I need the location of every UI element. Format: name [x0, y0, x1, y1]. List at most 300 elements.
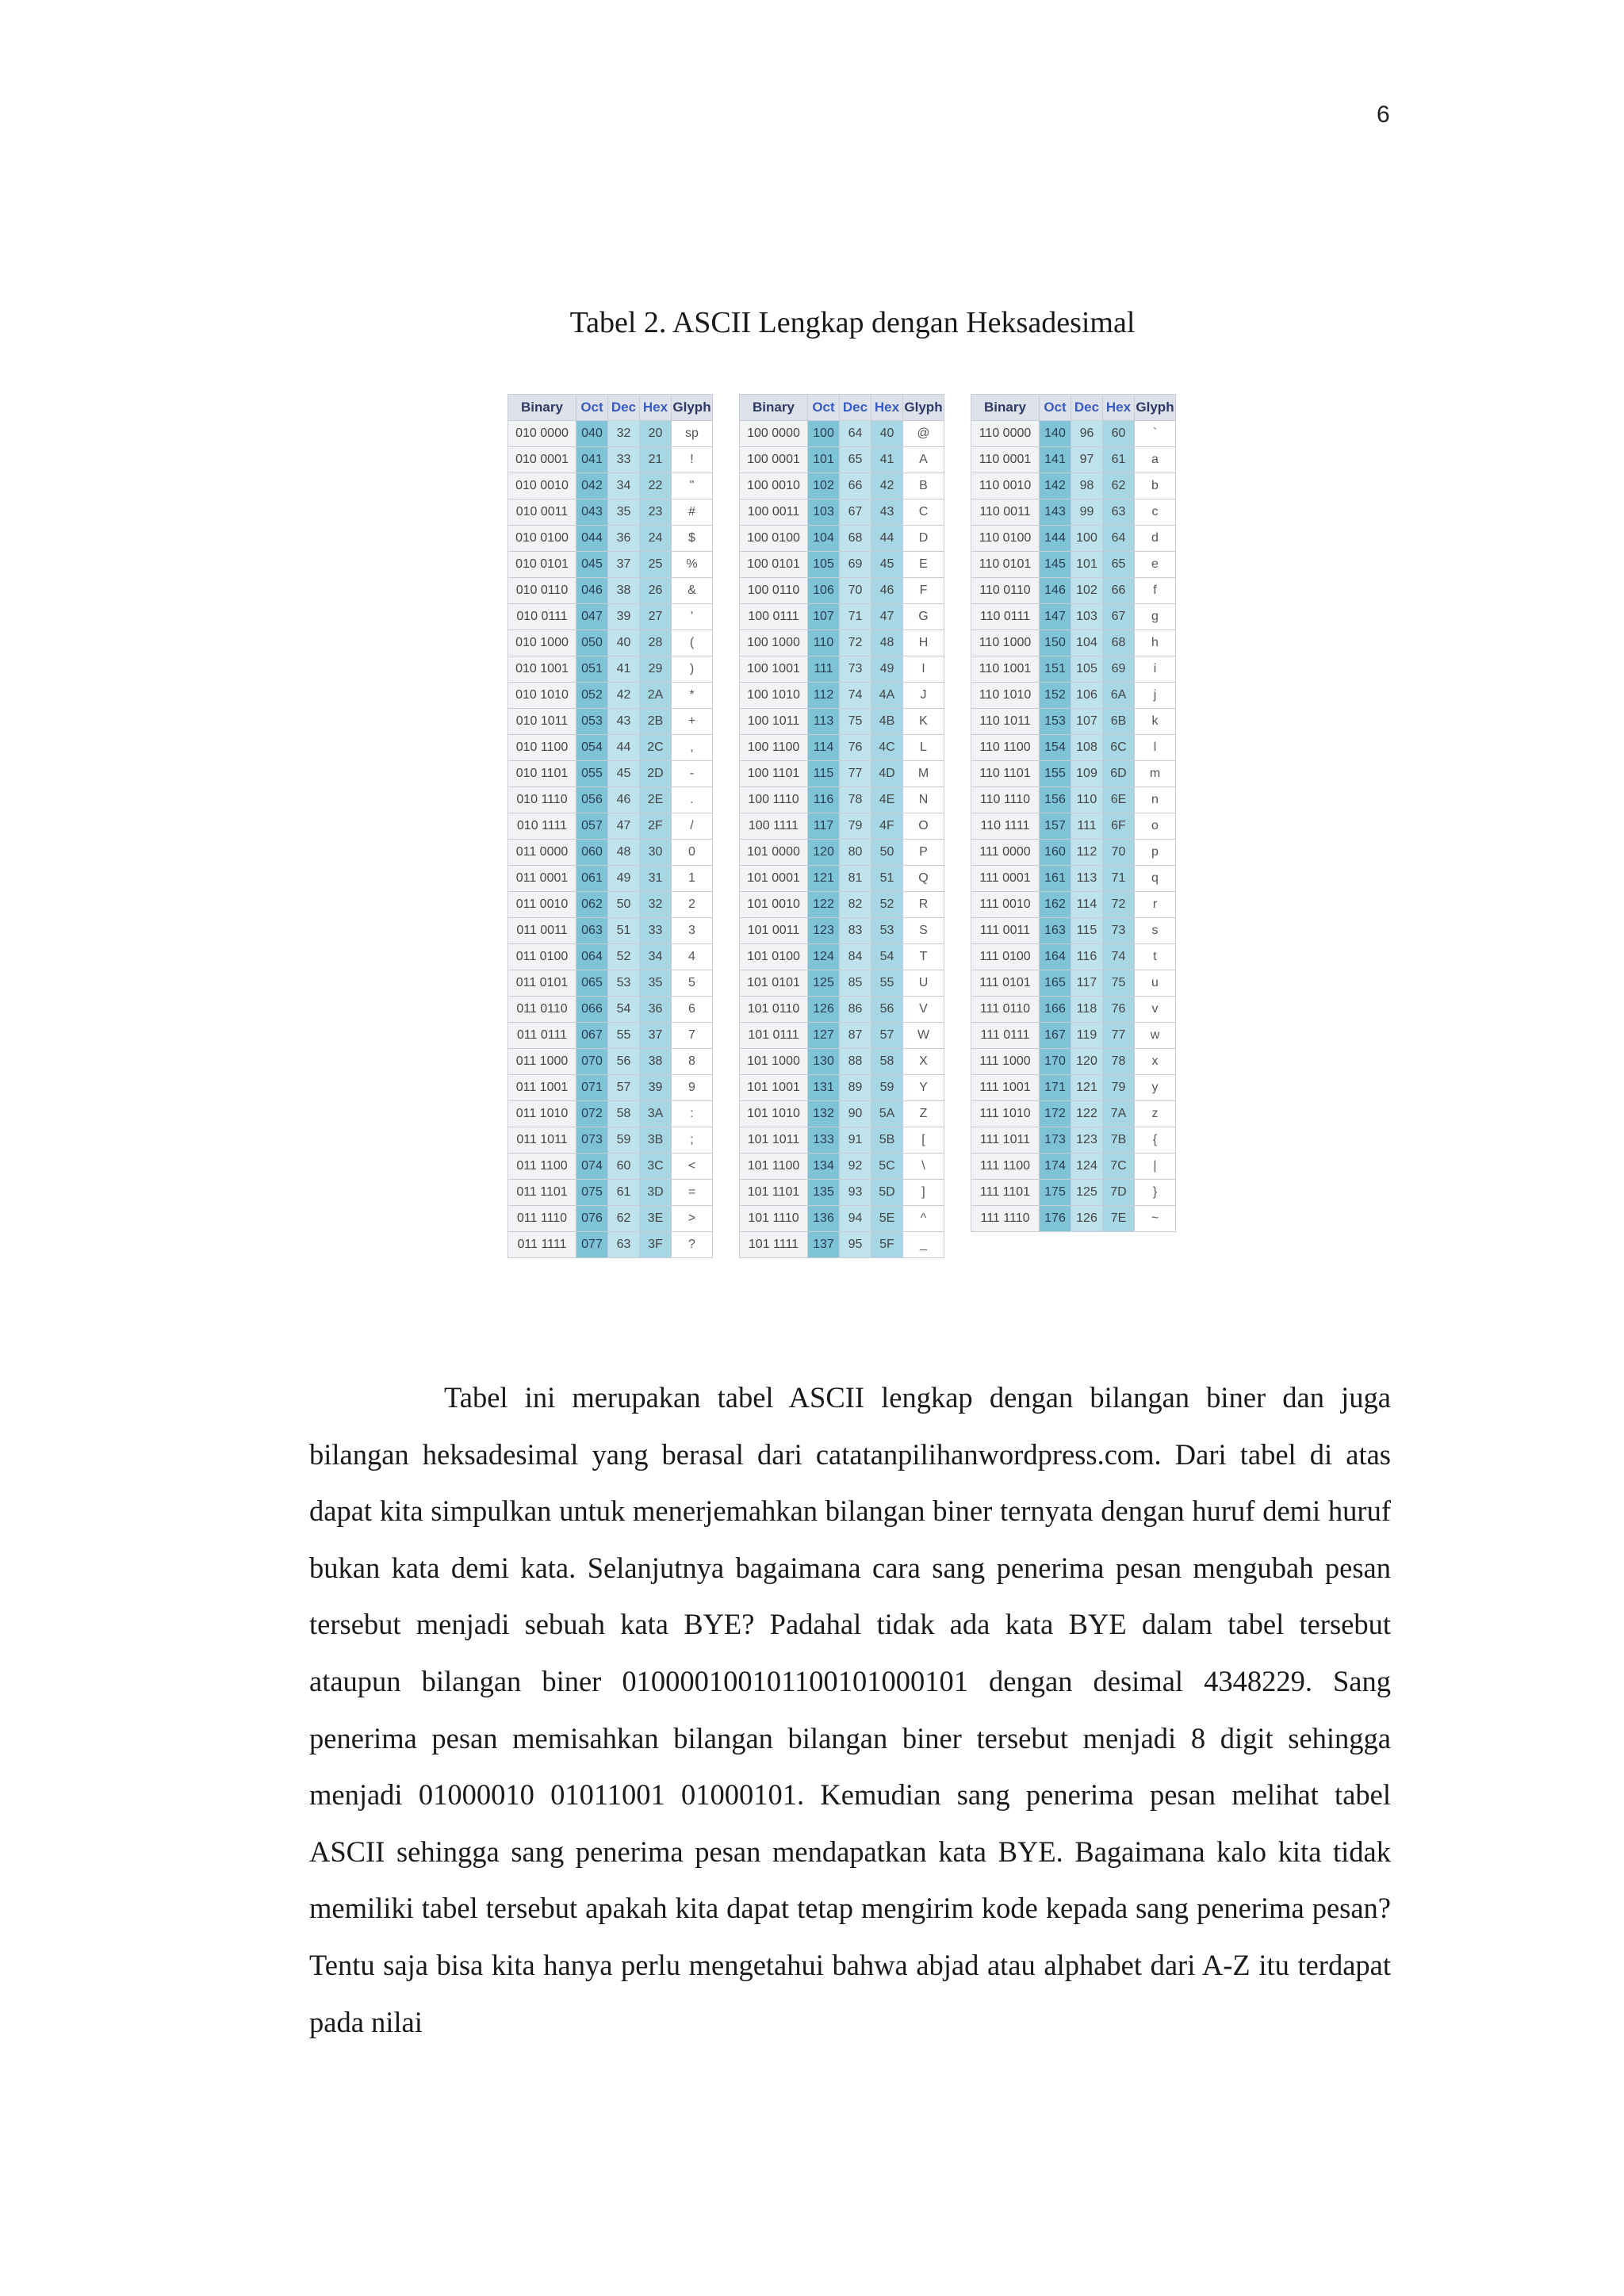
cell-hex: 21: [640, 447, 672, 473]
cell-gly: .: [672, 787, 713, 813]
cell-hex: 37: [640, 1023, 672, 1049]
table-row: [740, 1154, 944, 1180]
paragraph-text: Tabel ini merupakan tabel ASCII lengkap dengan bilangan biner dan juga bilangan heksadesimal yang berasal dari catatanpilihanwordpress.com. Dari tabel di atas dapat kita simpulkan untuk menerjemahkan bilangan biner ternyata dengan huruf demi huruf bukan kata demi kata. Selanjutnya bagaimana cara sang penerima pesan mengubah pesan tersebut menjadi sebuah kata BYE? Padahal tidak ada kata BYE dalam tabel tersebut ataupun bilangan biner 010000100101100101000101 dengan desimal 4348229. Sang penerima pesan memisahkan bilangan bilangan biner tersebut menjadi 8 digit sehingga menjadi 01000010 01011001 01000101. Kemudian sang penerima pesan melihat tabel ASCII sehingga sang penerima pesan mendapatkan kata BYE. Bagaimana kalo kita tidak memiliki tabel tersebut apakah kita dapat tetap mengirim kode kepada sang penerima pesan? Tentu saja bisa kita hanya perlu mengetahui bahwa abjad atau alphabet dari A-Z itu terdapat pada nilai: [309, 1381, 1391, 2038]
table-row: [971, 1101, 1176, 1127]
cell-oct: 052: [576, 683, 608, 709]
cell-gly: 1: [672, 866, 713, 892]
cell-gly: k: [1135, 709, 1176, 735]
cell-gly: %: [672, 552, 713, 578]
table-row: [740, 997, 944, 1023]
table-row: [740, 709, 944, 735]
cell-bin: 111 0111: [971, 1023, 1040, 1049]
cell-hex: 30: [640, 840, 672, 866]
cell-bin: 011 1111: [508, 1232, 576, 1258]
cell-hex: 3B: [640, 1127, 672, 1154]
cell-oct: 163: [1040, 918, 1071, 944]
table-row: [971, 552, 1176, 578]
cell-hex: 61: [1103, 447, 1135, 473]
cell-hex: 78: [1103, 1049, 1135, 1075]
cell-gly: y: [1135, 1075, 1176, 1101]
cell-dec: 98: [1071, 473, 1103, 499]
cell-bin: 010 1011: [508, 709, 576, 735]
cell-bin: 111 0100: [971, 944, 1040, 970]
table-row: [971, 761, 1176, 787]
cell-gly: D: [903, 526, 944, 552]
table-row: [508, 866, 713, 892]
cell-gly: g: [1135, 604, 1176, 630]
cell-gly: &: [672, 578, 713, 604]
cell-dec: 114: [1071, 892, 1103, 918]
table-row: [508, 473, 713, 499]
cell-dec: 39: [608, 604, 640, 630]
cell-oct: 103: [808, 499, 840, 526]
table-row: [971, 787, 1176, 813]
cell-hex: 3F: [640, 1232, 672, 1258]
cell-hex: 59: [871, 1075, 903, 1101]
cell-bin: 010 1110: [508, 787, 576, 813]
cell-hex: 56: [871, 997, 903, 1023]
cell-hex: 3C: [640, 1154, 672, 1180]
cell-oct: 146: [1040, 578, 1071, 604]
cell-bin: 100 1111: [740, 813, 808, 840]
cell-hex: 44: [871, 526, 903, 552]
cell-hex: 42: [871, 473, 903, 499]
cell-gly: 5: [672, 970, 713, 997]
cell-gly: +: [672, 709, 713, 735]
cell-hex: 6D: [1103, 761, 1135, 787]
cell-hex: 2D: [640, 761, 672, 787]
cell-oct: 121: [808, 866, 840, 892]
cell-hex: 62: [1103, 473, 1135, 499]
cell-hex: 45: [871, 552, 903, 578]
table-row: [971, 604, 1176, 630]
cell-dec: 38: [608, 578, 640, 604]
cell-bin: 010 0101: [508, 552, 576, 578]
cell-hex: 51: [871, 866, 903, 892]
cell-oct: 145: [1040, 552, 1071, 578]
cell-gly: C: [903, 499, 944, 526]
cell-dec: 115: [1071, 918, 1103, 944]
table-row: [740, 473, 944, 499]
cell-hex: 5B: [871, 1127, 903, 1154]
cell-hex: 65: [1103, 552, 1135, 578]
cell-dec: 104: [1071, 630, 1103, 656]
cell-hex: 2B: [640, 709, 672, 735]
cell-gly: f: [1135, 578, 1176, 604]
cell-oct: 053: [576, 709, 608, 735]
table-row: [740, 552, 944, 578]
body-paragraph: [309, 1369, 1391, 2050]
table-row: [508, 1127, 713, 1154]
cell-oct: 136: [808, 1206, 840, 1232]
cell-hex: 53: [871, 918, 903, 944]
table-row: [971, 970, 1176, 997]
table-row: [740, 656, 944, 683]
cell-bin: 111 1010: [971, 1101, 1040, 1127]
cell-dec: 120: [1071, 1049, 1103, 1075]
cell-bin: 011 1110: [508, 1206, 576, 1232]
cell-dec: 36: [608, 526, 640, 552]
cell-gly: 8: [672, 1049, 713, 1075]
cell-hex: 77: [1103, 1023, 1135, 1049]
table-row: [740, 578, 944, 604]
cell-bin: 101 0010: [740, 892, 808, 918]
table-row: [508, 499, 713, 526]
cell-oct: 076: [576, 1206, 608, 1232]
cell-gly: 4: [672, 944, 713, 970]
cell-oct: 144: [1040, 526, 1071, 552]
cell-hex: 5C: [871, 1154, 903, 1180]
cell-hex: 4C: [871, 735, 903, 761]
table-row: [740, 892, 944, 918]
cell-gly: ): [672, 656, 713, 683]
cell-oct: 070: [576, 1049, 608, 1075]
table-row: [508, 997, 713, 1023]
cell-hex: 22: [640, 473, 672, 499]
table-row: [971, 866, 1176, 892]
cell-hex: 4D: [871, 761, 903, 787]
table-row: [508, 892, 713, 918]
cell-oct: 051: [576, 656, 608, 683]
cell-gly: M: [903, 761, 944, 787]
cell-oct: 120: [808, 840, 840, 866]
cell-hex: 6C: [1103, 735, 1135, 761]
cell-hex: 39: [640, 1075, 672, 1101]
cell-gly: 6: [672, 997, 713, 1023]
cell-hex: 7A: [1103, 1101, 1135, 1127]
cell-gly: a: [1135, 447, 1176, 473]
cell-gly: b: [1135, 473, 1176, 499]
cell-bin: 111 0001: [971, 866, 1040, 892]
cell-oct: 040: [576, 421, 608, 447]
cell-dec: 86: [840, 997, 871, 1023]
cell-bin: 010 0001: [508, 447, 576, 473]
cell-dec: 123: [1071, 1127, 1103, 1154]
cell-gly: d: [1135, 526, 1176, 552]
cell-dec: 102: [1071, 578, 1103, 604]
cell-hex: 49: [871, 656, 903, 683]
cell-bin: 110 0101: [971, 552, 1040, 578]
cell-hex: 27: [640, 604, 672, 630]
cell-oct: 107: [808, 604, 840, 630]
cell-gly: U: [903, 970, 944, 997]
cell-hex: 5F: [871, 1232, 903, 1258]
cell-bin: 110 1101: [971, 761, 1040, 787]
cell-oct: 063: [576, 918, 608, 944]
table-row: [971, 630, 1176, 656]
table-row: [740, 840, 944, 866]
cell-dec: 89: [840, 1075, 871, 1101]
cell-gly: ;: [672, 1127, 713, 1154]
header-hex: Hex: [871, 395, 903, 421]
table-row: [508, 421, 713, 447]
cell-gly: s: [1135, 918, 1176, 944]
table-header-row: [740, 395, 944, 421]
cell-gly: x: [1135, 1049, 1176, 1075]
header-glyph: Glyph: [903, 395, 944, 421]
table-row: [740, 761, 944, 787]
cell-bin: 010 1100: [508, 735, 576, 761]
cell-oct: 172: [1040, 1101, 1071, 1127]
cell-oct: 105: [808, 552, 840, 578]
cell-dec: 116: [1071, 944, 1103, 970]
cell-hex: 38: [640, 1049, 672, 1075]
cell-gly: S: [903, 918, 944, 944]
table-row: [508, 1049, 713, 1075]
header-glyph: Glyph: [672, 395, 713, 421]
cell-oct: 122: [808, 892, 840, 918]
cell-gly: O: [903, 813, 944, 840]
table-row: [508, 761, 713, 787]
cell-gly: z: [1135, 1101, 1176, 1127]
cell-gly: w: [1135, 1023, 1176, 1049]
cell-hex: 2F: [640, 813, 672, 840]
cell-oct: 116: [808, 787, 840, 813]
cell-dec: 51: [608, 918, 640, 944]
table-header-row: [971, 395, 1176, 421]
cell-bin: 011 0111: [508, 1023, 576, 1049]
cell-dec: 111: [1071, 813, 1103, 840]
cell-oct: 123: [808, 918, 840, 944]
cell-hex: 55: [871, 970, 903, 997]
cell-gly: *: [672, 683, 713, 709]
cell-bin: 110 0100: [971, 526, 1040, 552]
cell-dec: 103: [1071, 604, 1103, 630]
cell-dec: 88: [840, 1049, 871, 1075]
header-oct: Oct: [808, 395, 840, 421]
cell-bin: 100 0000: [740, 421, 808, 447]
cell-bin: 101 1100: [740, 1154, 808, 1180]
cell-oct: 142: [1040, 473, 1071, 499]
cell-dec: 85: [840, 970, 871, 997]
table-row: [971, 918, 1176, 944]
cell-dec: 59: [608, 1127, 640, 1154]
cell-dec: 122: [1071, 1101, 1103, 1127]
cell-oct: 117: [808, 813, 840, 840]
cell-bin: 100 0001: [740, 447, 808, 473]
cell-oct: 151: [1040, 656, 1071, 683]
cell-dec: 107: [1071, 709, 1103, 735]
cell-bin: 100 0111: [740, 604, 808, 630]
cell-hex: 70: [1103, 840, 1135, 866]
cell-oct: 140: [1040, 421, 1071, 447]
cell-gly: $: [672, 526, 713, 552]
cell-dec: 105: [1071, 656, 1103, 683]
table-row: [508, 918, 713, 944]
cell-dec: 81: [840, 866, 871, 892]
table-row: [971, 1127, 1176, 1154]
ascii-tables: [508, 394, 1193, 1330]
cell-hex: 50: [871, 840, 903, 866]
table-row: [508, 1180, 713, 1206]
cell-bin: 111 0011: [971, 918, 1040, 944]
cell-dec: 72: [840, 630, 871, 656]
cell-hex: 32: [640, 892, 672, 918]
cell-hex: 79: [1103, 1075, 1135, 1101]
table-caption: Tabel 2. ASCII Lengkap dengan Heksadesimal: [569, 306, 1136, 339]
cell-dec: 62: [608, 1206, 640, 1232]
cell-bin: 100 1011: [740, 709, 808, 735]
cell-hex: 25: [640, 552, 672, 578]
cell-bin: 011 1001: [508, 1075, 576, 1101]
cell-dec: 74: [840, 683, 871, 709]
cell-dec: 58: [608, 1101, 640, 1127]
cell-dec: 49: [608, 866, 640, 892]
cell-hex: 76: [1103, 997, 1135, 1023]
cell-bin: 011 0110: [508, 997, 576, 1023]
header-oct: Oct: [1040, 395, 1071, 421]
cell-hex: 4B: [871, 709, 903, 735]
cell-gly: ?: [672, 1232, 713, 1258]
cell-dec: 121: [1071, 1075, 1103, 1101]
cell-gly: q: [1135, 866, 1176, 892]
cell-gly: v: [1135, 997, 1176, 1023]
cell-bin: 111 1110: [971, 1206, 1040, 1232]
cell-hex: 29: [640, 656, 672, 683]
cell-dec: 96: [1071, 421, 1103, 447]
cell-gly: Z: [903, 1101, 944, 1127]
cell-oct: 134: [808, 1154, 840, 1180]
cell-hex: 64: [1103, 526, 1135, 552]
cell-oct: 047: [576, 604, 608, 630]
cell-hex: 41: [871, 447, 903, 473]
cell-dec: 112: [1071, 840, 1103, 866]
cell-oct: 054: [576, 735, 608, 761]
cell-oct: 133: [808, 1127, 840, 1154]
cell-oct: 124: [808, 944, 840, 970]
table-row: [508, 630, 713, 656]
cell-bin: 100 1100: [740, 735, 808, 761]
table-row: [971, 683, 1176, 709]
table-row: [971, 526, 1176, 552]
cell-oct: 106: [808, 578, 840, 604]
cell-oct: 137: [808, 1232, 840, 1258]
cell-bin: 111 0101: [971, 970, 1040, 997]
table-row: [740, 970, 944, 997]
cell-dec: 61: [608, 1180, 640, 1206]
cell-dec: 109: [1071, 761, 1103, 787]
table-row: [740, 683, 944, 709]
cell-bin: 010 1000: [508, 630, 576, 656]
cell-oct: 165: [1040, 970, 1071, 997]
cell-hex: 34: [640, 944, 672, 970]
cell-oct: 074: [576, 1154, 608, 1180]
cell-oct: 153: [1040, 709, 1071, 735]
cell-bin: 101 0001: [740, 866, 808, 892]
cell-bin: 111 0110: [971, 997, 1040, 1023]
cell-hex: 2A: [640, 683, 672, 709]
header-binary: Binary: [740, 395, 808, 421]
cell-hex: 40: [871, 421, 903, 447]
cell-hex: 5D: [871, 1180, 903, 1206]
cell-hex: 6B: [1103, 709, 1135, 735]
cell-dec: 126: [1071, 1206, 1103, 1232]
cell-bin: 101 0101: [740, 970, 808, 997]
cell-dec: 83: [840, 918, 871, 944]
table-row: [740, 787, 944, 813]
table-row: [508, 1023, 713, 1049]
cell-gly: p: [1135, 840, 1176, 866]
cell-hex: 6E: [1103, 787, 1135, 813]
cell-dec: 33: [608, 447, 640, 473]
cell-gly: u: [1135, 970, 1176, 997]
cell-gly: N: [903, 787, 944, 813]
cell-bin: 110 1011: [971, 709, 1040, 735]
cell-dec: 110: [1071, 787, 1103, 813]
cell-hex: 75: [1103, 970, 1135, 997]
cell-bin: 110 0110: [971, 578, 1040, 604]
cell-bin: 010 0011: [508, 499, 576, 526]
cell-oct: 102: [808, 473, 840, 499]
cell-oct: 042: [576, 473, 608, 499]
cell-oct: 077: [576, 1232, 608, 1258]
cell-hex: 66: [1103, 578, 1135, 604]
table-row: [740, 499, 944, 526]
cell-hex: 43: [871, 499, 903, 526]
cell-oct: 056: [576, 787, 608, 813]
cell-oct: 161: [1040, 866, 1071, 892]
cell-dec: 41: [608, 656, 640, 683]
cell-dec: 97: [1071, 447, 1103, 473]
table-row: [508, 447, 713, 473]
cell-dec: 47: [608, 813, 640, 840]
table-row: [971, 1154, 1176, 1180]
table-row: [971, 421, 1176, 447]
table-row: [740, 1127, 944, 1154]
cell-oct: 062: [576, 892, 608, 918]
header-hex: Hex: [1103, 395, 1135, 421]
cell-hex: 3E: [640, 1206, 672, 1232]
cell-bin: 101 1101: [740, 1180, 808, 1206]
cell-dec: 90: [840, 1101, 871, 1127]
cell-bin: 010 0010: [508, 473, 576, 499]
cell-gly: o: [1135, 813, 1176, 840]
cell-dec: 67: [840, 499, 871, 526]
cell-bin: 101 0111: [740, 1023, 808, 1049]
table-row: [971, 447, 1176, 473]
cell-bin: 101 1110: [740, 1206, 808, 1232]
cell-bin: 101 0110: [740, 997, 808, 1023]
cell-gly: r: [1135, 892, 1176, 918]
table-row: [740, 813, 944, 840]
table-row: [971, 1049, 1176, 1075]
cell-gly: ]: [903, 1180, 944, 1206]
cell-dec: 42: [608, 683, 640, 709]
cell-dec: 95: [840, 1232, 871, 1258]
cell-dec: 63: [608, 1232, 640, 1258]
cell-gly: ^: [903, 1206, 944, 1232]
cell-hex: 74: [1103, 944, 1135, 970]
cell-bin: 011 0011: [508, 918, 576, 944]
cell-dec: 79: [840, 813, 871, 840]
table-row: [508, 578, 713, 604]
cell-oct: 072: [576, 1101, 608, 1127]
cell-gly: :: [672, 1101, 713, 1127]
header-dec: Dec: [840, 395, 871, 421]
cell-oct: 152: [1040, 683, 1071, 709]
cell-oct: 043: [576, 499, 608, 526]
cell-bin: 011 1100: [508, 1154, 576, 1180]
cell-hex: 2C: [640, 735, 672, 761]
cell-gly: ': [672, 604, 713, 630]
cell-hex: 72: [1103, 892, 1135, 918]
cell-oct: 065: [576, 970, 608, 997]
cell-bin: 010 1010: [508, 683, 576, 709]
cell-dec: 78: [840, 787, 871, 813]
cell-bin: 110 1110: [971, 787, 1040, 813]
cell-oct: 112: [808, 683, 840, 709]
cell-oct: 057: [576, 813, 608, 840]
